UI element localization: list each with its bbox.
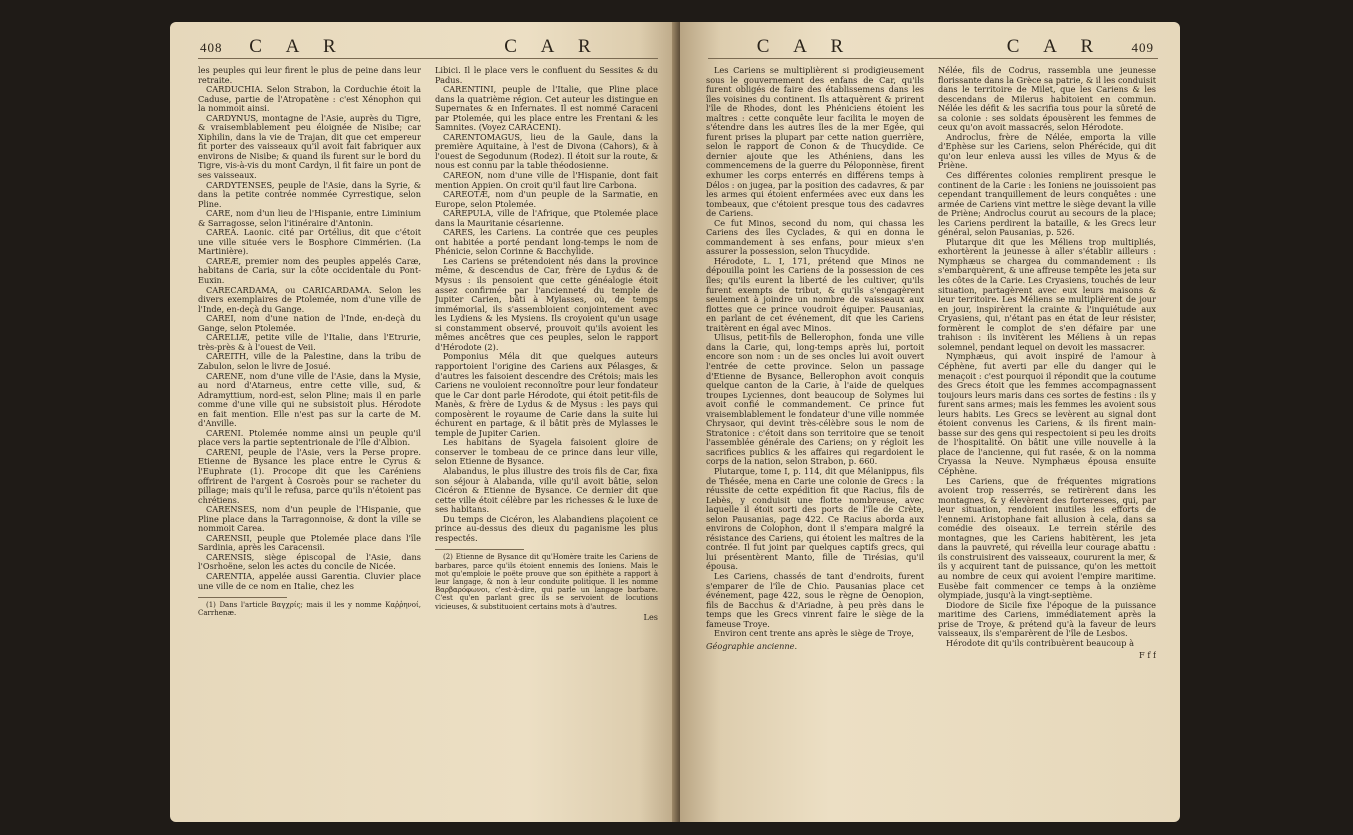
entry-paragraph: Libici. Il le place vers le confluent du Sessites & du Padus.	[435, 66, 658, 85]
entry-paragraph: CARENTIA, appelée aussi Garentia. Cluvier place une ville de ce nom en Italie, chez les	[198, 570, 421, 591]
header-rule	[708, 58, 1158, 59]
left-page-header	[170, 36, 680, 60]
footnote-rule	[435, 549, 524, 550]
left-column-2	[435, 66, 658, 808]
catchword: Les	[643, 611, 658, 622]
entry-paragraph: CARDUCHIA. Selon Strabon, la Corduchie étoit la Caduse, partie de l'Atropatène : c'est Xénophon qui la nommoit ainsi.	[198, 84, 421, 114]
entry-paragraph: Ce fut Minos, second du nom, qui chassa les Cariens des îles Cyclades, & qui en donna le commandement à ses enfans, pour mieux s'en assurer la possession, selon Thucydide.	[706, 217, 924, 257]
header-rule	[198, 58, 658, 59]
entry-paragraph: Les Cariens se multiplièrent si prodigieusement sous le gouvernement des enfans de Car, qu'ils furent obligés de faire des établissemens dans les îles voisines du continent. Ils attaquèrent & prirent l'île de Rhodes, dont les Phéniciens étoient les maîtres : cette conquête leur facilita le moyen de s'étendre dans les autres îles de la mer Egée, qui furent prises la plupart par cette nation guerrière, selon le rapport de Conon & de Thucydide. Ce dernier ajoute que les Athéniens, dans les commencemens de la guerre du Péloponnèse, firent exhumer les corps enterrés en différens temps à Délos : on jugea, par la position des cadavres, & par les armes qui étoient enfermées avec eux dans les tombeaux, que c'étoient presque tous des cadavres de Cariens.	[706, 66, 924, 219]
footnote-rule	[198, 597, 287, 598]
entry-paragraph: CAREA. Laonic. cité par Ortélius, dit que c'étoit une ville située vers le Bosphore Cimmérien. (La Martinière).	[198, 227, 421, 257]
entry-paragraph: CARENI, peuple de l'Asie, vers la Perse propre. Etienne de Bysance les place entre le Cyrus & l'Euphrate (1). Procope dit que les Caréniens offrirent de l'argent à Cosroès pour se racheter du pillage; mais qu'il le refusa, parce qu'ils n'étoient pas chrétiens.	[198, 446, 421, 505]
entry-paragraph: Androclus, frère de Nélée, emporta la ville d'Ephèse sur les Cariens, selon Phérécide, qui dit qu'on leur enleva aussi les villes de Myus & de Priène.	[938, 131, 1156, 171]
entry-paragraph: Diodore de Sicile fixe l'époque de la puissance maritime des Cariens, immédiatement après la prise de Troye, & prétend qu'à la faveur de leurs vaisseaux, ils s'emparèrent de l'île de Lesbos.	[938, 599, 1156, 639]
left-running-head-col1: C A R	[249, 36, 346, 57]
entry-paragraph: Plutarque dit que les Méliens trop multipliés, exhortèrent la jeunesse à aller s'établir ailleurs : Nymphæus se chargea du commandement : ils s'embarquèrent, & une affreuse tempête les jeta sur les côtes de la Carie. Les Cryasiens, touchés de leur situation, partagèrent avec eux leurs maisons & leur territoire. Les Méliens se multiplièrent de jour en jour, inspirèrent la crainte & l'inquiétude aux Cryasiens, qui, n'étant pas en état de leur résister, formèrent le complot de s'en défaire par une trahison : ils invitèrent les Méliens à un repas solemnel, pendant lequel on devoit les massacrer.	[938, 236, 1156, 352]
left-column-1	[198, 66, 421, 808]
entry-paragraph: Nymphæus, qui avoit inspiré de l'amour à Céphène, fut averti par elle du danger qui le menaçoit : c'est pourquoi il répondit que la coutume des Grecs étoit que les femmes accompagnassent toujours leurs maris dans ces sortes de festins : ils y furent sans armes; mais les femmes les avoient sous leurs habits. Les Grecs se levèrent au signal dont étoient convenus les Cariens, & ils firent main-basse sur des gens qui respectoient si peu les droits de l'hospitalité. On bâtit une ville nouvelle à la place de l'ancienne, qui fut rasée, & on la nomma Cryassa la Neuve. Nymphæus épousa ensuite Céphène.	[938, 351, 1156, 476]
entry-paragraph: Nélée, fils de Codrus, rassembla une jeunesse florissante dans la Grèce sa patrie, & il les conduisit dans le territoire de Milet, que les Cariens & les descendans de Milerus habitoient en commun. Nélée les défit & les sacrifia tous pour la sûreté de sa colonie : ses soldats épousèrent les femmes de ceux qu'on avoit massacrés, selon Hérodote.	[938, 66, 1156, 133]
entry-paragraph: Les Cariens, que de fréquentes migrations avoient trop resserrés, se retirèrent dans les montagnes, & y élevèrent des forteresses, qui, par leur situation, rendoient inutiles les efforts de l'ennemi. Aristophane fait allusion à cela, dans sa comédie des oiseaux. Le terrein stérile des montagnes, que les Cariens habitèrent, les jeta dans la pauvreté, qui réveilla leur courage abattu : ils construisirent des vaisseaux, coururent la mer, & ils y acquirent tant de puissance, qu'on les mettoit au nombre de ceux qui avoient l'empire maritime. Eusèbe fait commencer ce temps à la onzième olympiade, jusqu'à la vingt-septième.	[938, 475, 1156, 601]
entry-paragraph: CARDYNUS, montagne de l'Asie, auprès du Tigre, & vraisemblablement peu éloignée de Nisibe; car Xiphilin, dans la vie de Trajan, dit que cet empereur fit porter des vaisseaux qu'il avoit fait fabriquer aux environs de Nisibe; & quand ils furent sur le bord du Tigre, vis-à-vis du mont Cardyn, il fit faire un pont de ses vaisseaux.	[198, 112, 421, 181]
entry-paragraph: Les habitans de Syagela faisoient gloire de conserver le tombeau de ce prince dans leur ville, selon Etienne de Bysance.	[435, 437, 658, 467]
footnote: (2) Etienne de Bysance dit qu'Homère traite les Cariens de barbares, parce qu'ils étoient ennemis des Ioniens. Mais le mot qu'emploie le poëte prouve que son épithète a rapport à leur langage, & non à leur conduite politique. Il les nomme Βαρβαρόφωνοι, c'est-à-dire, qui parle un langage barbare. C'est qu'en parlant grec ils se servoient de locutions vicieuses, & substituoient certains mots à d'autres.	[435, 553, 658, 611]
entry-paragraph: CAREITH, ville de la Palestine, dans la tribu de Zabulon, selon le livre de Josué.	[198, 351, 421, 371]
entry-paragraph: CARECARDAMA, ou CARICARDAMA. Selon les divers exemplaires de Ptolemée, nom d'une ville de l'Inde, en-deçà du Gange.	[198, 284, 421, 314]
right-column-2	[938, 66, 1156, 808]
right-running-head-col1: C A R	[756, 36, 854, 57]
right-page-columns	[706, 66, 1156, 808]
entry-paragraph: CARENTOMAGUS, lieu de la Gaule, dans la première Aquitaine, à l'est de Divona (Cahors), & à l'ouest de Segodunum (Rodez). Il étoit sur la route, & nous est connu par la table théodosienne.	[435, 131, 658, 171]
entry-paragraph: CARENSES, nom d'un peuple de l'Hispanie, que Pline place dans la Tarragonnoise, & dont la ville se nommoit Carea.	[198, 504, 421, 534]
entry-paragraph: CARENI. Ptolemée nomme ainsi un peuple qu'il place vers la partie septentrionale de l'île d'Albion.	[198, 427, 421, 448]
entry-paragraph: Pomponius Méla dit que quelques auteurs rapportoient l'origine des Cariens aux Pélasges, & d'autres les faisoient descendre des Crétois; mais les Cariens ne vouloient reconnoître pour leur fondateur que le Car dont parle Hérodote, qui étoit petit-fils de Manès, & frère de Lydus & de Mysus : les pays qui composèrent le royaume de Carie dans la suite lui échurent en partage, & il bâtit près de Mylasses le temple de Jupiter Carien.	[435, 351, 658, 438]
left-page-columns	[198, 66, 658, 808]
entry-paragraph: CARENSII, peuple que Ptolemée place dans l'île Sardinia, après les Caracensii.	[198, 532, 421, 553]
entry-paragraph: CARENSIS, siège épiscopal de l'Asie, dans l'Osrhoëne, selon les actes du concile de Nicée.	[198, 551, 421, 572]
left-page-number: 408	[200, 40, 223, 55]
entry-paragraph: CAREI, nom d'une nation de l'Inde, en-deçà du Gange, selon Ptolemée.	[198, 313, 421, 333]
right-page-number: 409	[1131, 40, 1154, 55]
signature-title: Géographie ancienne.	[706, 640, 798, 651]
entry-paragraph: Plutarque, tome I, p. 114, dit que Mélanippus, fils de Thésée, mena en Carie une colonie de Grecs : la réussite de cette expédition fit que Racius, fils de Lebès, y conduisit une flotte nombreuse, avec laquelle il étoit sorti des ports de l'île de Crète, selon Pausanias, page 422. Ce Racius aborda aux environs de Colophon, dont il s'empara malgré la résistance des Cariens, qui étoient les maîtres de la contrée. Il fut joint par quelques captifs grecs, qui lui présentèrent Manto, fille de Tirésias, qu'il épousa.	[706, 465, 924, 572]
entry-paragraph: Hérodote dit qu'ils contribuèrent beaucoup à	[946, 637, 1134, 648]
entry-paragraph: CAREPULA, ville de l'Afrique, que Ptolemée place dans la Mauritanie césarienne.	[435, 208, 658, 228]
entry-paragraph: CAREOTÆ, nom d'un peuple de la Sarmatie, en Europe, selon Ptolemée.	[435, 189, 658, 209]
entry-paragraph: CARES, les Cariens. La contrée que ces peuples ont habitée a porté pendant long-temps le nom de Phénicie, selon Corinne & Bacchylide.	[435, 227, 658, 257]
entry-paragraph: Les Cariens, chassés de tant d'endroits, furent s'emparer de l'île de Chio. Pausanias place cet événement, page 422, sous le règne de Oenopion, fils de Bacchus & d'Ariadne, à peu près dans le temps que les Grecs vinrent faire le siège de la fameuse Troye.	[706, 570, 924, 629]
entry-paragraph: Hérodote, L. I, 171, prétend que Minos ne dépouilla point les Cariens de la possession de ces îles; qu'ils eurent la liberté de les cultiver, qu'ils furent exempts de tribut, & qu'ils s'engagèrent seulement à joindre un nombre de vaisseaux aux flottes que ce prince voudroit équiper. Pausanias, en parlant de cet événement, dit que les Cariens traitèrent en égal avec Minos.	[706, 255, 924, 333]
entry-paragraph: CARE, nom d'un lieu de l'Hispanie, entre Liminium & Sarragosse, selon l'itinéraire d'Antonin.	[198, 208, 421, 228]
left-running-head-col2: C A R	[504, 36, 601, 57]
right-page	[680, 22, 1180, 822]
right-column-1	[706, 66, 924, 808]
entry-paragraph: CAREON, nom d'une ville de l'Hispanie, dont fait mention Appien. On croit qu'il faut lire Carbona.	[435, 170, 658, 190]
entry-paragraph: CARELIÆ, petite ville de l'Italie, dans l'Etrurie, très-près & à l'ouest de Veii.	[198, 332, 421, 352]
entry-paragraph: Ces différentes colonies remplirent presque le continent de la Carie : les Ioniens ne jouissoient pas cependant tranquillement de leurs conquêtes : une armée de Cariens vint mettre le siège devant la ville de Priène; Androclus courut au secours de la place; les Cariens perdirent la bataille, & les Grecs leur général, selon Pausanias, p. 526.	[938, 170, 1156, 238]
left-page	[170, 22, 680, 822]
entry-paragraph: Les Cariens se prétendoient nés dans la province même, & descendus de Car, frère de Lydus & de Mysus : ils pensoient que cette généalogie étoit assez confirmée par l'ancienneté du temple de Jupiter Carien, bâti à Mylasses, où, de temps immémorial, ils s'assembloient conjointement avec les Lydiens & les Mysiens. Ils croyoient qu'un usage si constamment observé, prouvoit qu'ils avoient les mêmes ancêtres que ces peuples, selon le rapport d'Hérodote (2).	[435, 255, 658, 352]
signature-mark: F f f	[1139, 650, 1156, 661]
entry-paragraph: les peuples qui leur firent le plus de peine dans leur retraite.	[198, 66, 421, 85]
entry-paragraph: CAREÆ, premier nom des peuples appelés Caræ, habitans de Caria, sur la côte occidentale du Pont-Euxin.	[198, 255, 421, 286]
entry-paragraph: CARDYTENSES, peuple de l'Asie, dans la Syrie, & dans la petite contrée nommée Cyrrestique, selon Pline.	[198, 179, 421, 209]
entry-paragraph: CARENTINI, peuple de l'Italie, que Pline place dans la quatrième région. Cet auteur les distingue en Supernates & en Infernates. Il est nommé Caraceni par Ptolemée, qui les place entre les Frentani & les Samnites. (Voyez CARACENI).	[435, 84, 658, 133]
right-running-head-col2: C A R	[1006, 36, 1104, 57]
entry-paragraph: CARENE, nom d'une ville de l'Asie, dans la Mysie, au nord d'Atarneus, entre cette ville, sud, & Adramyttium, nord-est, selon Pline; mais il en parle comme d'une ville qui ne subsistoit plus. Hérodote en fait mention. Elle n'est pas sur la carte de M. d'Anville.	[198, 370, 421, 429]
footnote: (1) Dans l'article Βαγχρίς; mais il les y nomme Καῤῥηνοί, Carrhenæ.	[198, 601, 421, 618]
entry-paragraph: Ulisus, petit-fils de Bellerophon, fonda une ville dans la Carie, qui, long-temps après lui, portoit encore son nom : un de ses oncles lui avoit ouvert l'entrée de cette province. Selon un passage d'Etienne de Bysance, Bellerophon avoit conquis quelque canton de la Carie, à l'aide de quelques troupes Lyciennes, dont beaucoup de Solymes lui avoit confié le commandement. Ce prince fut vraisemblablement le fondateur d'une ville nommée Chrysaor, qui devint très-célèbre sous le nom de Stratonice : c'étoit dans son territoire que se tenoit l'assemblée générale des Cariens; on y régloit les sacrifices publics & les affaires qui regardoient le corps de la nation, selon Strabon, p. 660.	[706, 332, 924, 467]
right-page-header	[680, 36, 1180, 60]
entry-paragraph: Alabandus, le plus illustre des trois fils de Car, fixa son séjour à Alabanda, ville qu'il avoit bâtie, selon Cicéron & Etienne de Bysance. Ce dernier dit que cette ville étoit célèbre par les richesses & le luxe de ses habitans.	[435, 465, 658, 515]
entry-paragraph: Environ cent trente ans après le siège de Troye,	[714, 628, 915, 639]
entry-paragraph: Du temps de Cicéron, les Alabandiens plaçoient ce prince au-dessus des dieux du paganisme les plus respectés.	[435, 513, 658, 543]
